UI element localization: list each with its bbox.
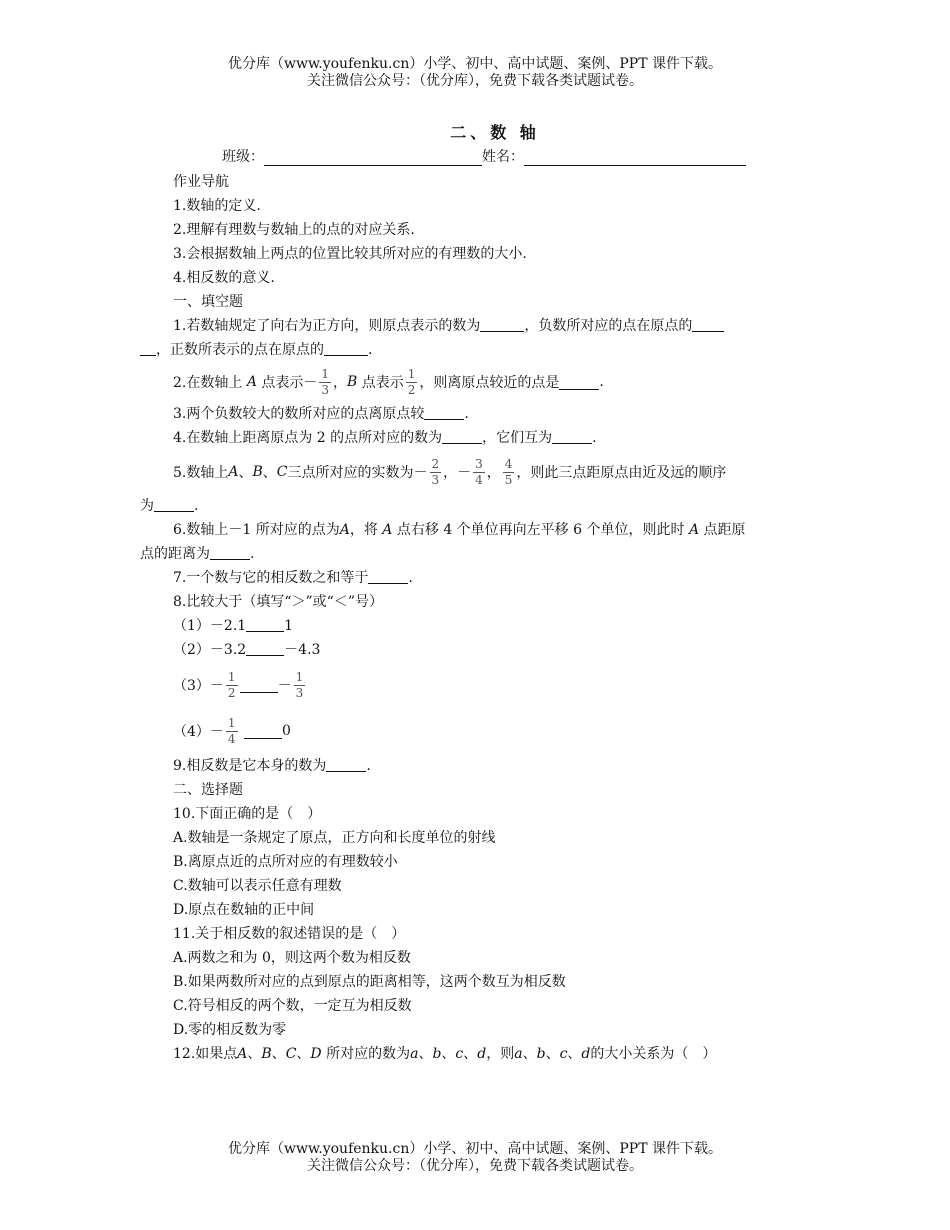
section-choice-heading: 二、选择题: [173, 782, 243, 798]
question-5-cont: 为 .: [140, 498, 199, 514]
guide-item: 4.相反数的意义.: [173, 270, 275, 286]
header-line-2: 关注微信公众号：（优分库），免费下载各类试题试卷。: [307, 73, 643, 89]
question-12: 12.如果点A、B、C、D 所对应的数为a、b、c、d，则a、b、c、d的大小关系为（ ）: [173, 1046, 717, 1062]
class-label: 班级：: [222, 149, 264, 165]
option-c[interactable]: C.符号相反的两个数，一定互为相反数: [173, 998, 412, 1014]
question-11: 11.关于相反数的叙述错误的是（ ）: [173, 926, 406, 942]
fraction: $\frac{1}{2}$: [407, 366, 416, 397]
option-b[interactable]: B.如果两数所对应的点到原点的距离相等，这两个数互为相反数: [173, 974, 566, 990]
question-6-cont: 点的距离为 .: [140, 546, 255, 562]
question-3: 3.两个负数较大的数所对应的点离原点较 .: [173, 406, 469, 422]
footer-line-2: 关注微信公众号：（优分库），免费下载各类试题试卷。: [307, 1158, 643, 1174]
fraction: $\frac{1}{4}$: [227, 715, 236, 746]
option-a[interactable]: A.两数之和为 0，则这两个数为相反数: [173, 950, 411, 966]
page-footer: [0, 1141, 950, 1175]
page-header: [0, 56, 950, 90]
page-title: 二、数 轴: [450, 123, 540, 142]
fraction: $\frac{2}{3}$: [431, 456, 440, 487]
class-input-line[interactable]: [264, 151, 482, 166]
name-input-line[interactable]: [524, 151, 746, 166]
question-8: 8.比较大于（填写“＞”或“＜”号）: [173, 594, 383, 610]
question-5: 5.数轴上 A 、 B 、 C 三点所对应的实数为－ $\frac{2}{3}$ ，－ $\frac{3}{4}$ ， $\frac{4}{5}$ ，则此三点距原点由近及远的顺序: [173, 456, 727, 487]
question-9: 9.相反数是它本身的数为 .: [173, 758, 371, 774]
guide-item: 1.数轴的定义.: [173, 198, 261, 214]
fraction: $\frac{1}{2}$: [227, 669, 236, 700]
question-8-3: （3）－ $\frac{1}{2}$ － $\frac{1}{3}$: [173, 669, 304, 700]
answer-blank[interactable]: [246, 617, 284, 632]
answer-blank[interactable]: [368, 569, 408, 584]
option-a[interactable]: A.数轴是一条规定了原点，正方向和长度单位的射线: [173, 830, 496, 846]
guide-item: 3.会根据数轴上两点的位置比较其所对应的有理数的大小.: [173, 246, 527, 262]
answer-blank[interactable]: [552, 429, 592, 444]
answer-blank[interactable]: [140, 341, 156, 356]
question-1: 1.若数轴规定了向右为正方向，则原点表示的数为 ，负数所对应的点在原点的: [140, 314, 812, 338]
worksheet-content: [140, 170, 812, 1066]
answer-blank[interactable]: [480, 317, 524, 332]
question-8-2: （2）－3.2 －4.3: [173, 642, 321, 658]
answer-blank[interactable]: [424, 405, 464, 420]
fraction: $\frac{3}{4}$: [475, 456, 483, 487]
answer-blank[interactable]: [154, 497, 194, 512]
question-8-4: （4）－ $\frac{1}{4}$ 0: [173, 715, 291, 746]
question-2: 2.在数轴上 A 点表示－ $\frac{1}{3}$ ， B 点表示 $\frac{1}{2}$ ，则离原点较近的点是 .: [173, 366, 604, 397]
question-4: 4.在数轴上距离原点为 2 的点所对应的数为 ，它们互为 .: [173, 430, 597, 446]
header-line-1: 优分库（www.youfenku.cn）小学、初中、高中试题、案例、PPT 课件下载。: [227, 56, 722, 72]
fraction: $\frac{1}{3}$: [321, 366, 330, 397]
answer-blank[interactable]: [210, 545, 250, 560]
fraction: $\frac{1}{3}$: [295, 669, 304, 700]
section-fill-heading: 一、填空题: [173, 294, 243, 310]
answer-blank[interactable]: [559, 375, 599, 390]
question-6: 6.数轴上－1 所对应的点为A，将 A 点右移 4 个单位再向左平移 6 个单位，则此时 A 点距原: [173, 522, 746, 538]
answer-blank[interactable]: [442, 429, 482, 444]
question-10: 10.下面正确的是（ ）: [173, 806, 322, 822]
option-d[interactable]: D.零的相反数为零: [173, 1022, 287, 1038]
answer-blank[interactable]: [240, 678, 278, 693]
name-label: 姓名：: [482, 149, 524, 165]
option-d[interactable]: D.原点在数轴的正中间: [173, 902, 315, 918]
answer-blank[interactable]: [692, 317, 724, 332]
answer-blank[interactable]: [326, 757, 366, 772]
guide-heading: 作业导航: [173, 174, 229, 190]
question-1-cont: ，正数所表示的点在原点的 .: [140, 338, 812, 362]
answer-blank[interactable]: [244, 724, 282, 739]
question-8-1: （1）－2.1 1: [173, 618, 294, 634]
guide-item: 2.理解有理数与数轴上的点的对应关系.: [173, 222, 415, 238]
question-7: 7.一个数与它的相反数之和等于 .: [173, 570, 413, 586]
footer-line-1: 优分库（www.youfenku.cn）小学、初中、高中试题、案例、PPT 课件下载。: [227, 1141, 722, 1157]
fraction: $\frac{4}{5}$: [504, 456, 513, 487]
option-c[interactable]: C.数轴可以表示任意有理数: [173, 878, 342, 894]
answer-blank[interactable]: [324, 341, 368, 356]
student-info: [222, 146, 746, 166]
option-b[interactable]: B.离原点近的点所对应的有理数较小: [173, 854, 398, 870]
answer-blank[interactable]: [246, 641, 284, 656]
